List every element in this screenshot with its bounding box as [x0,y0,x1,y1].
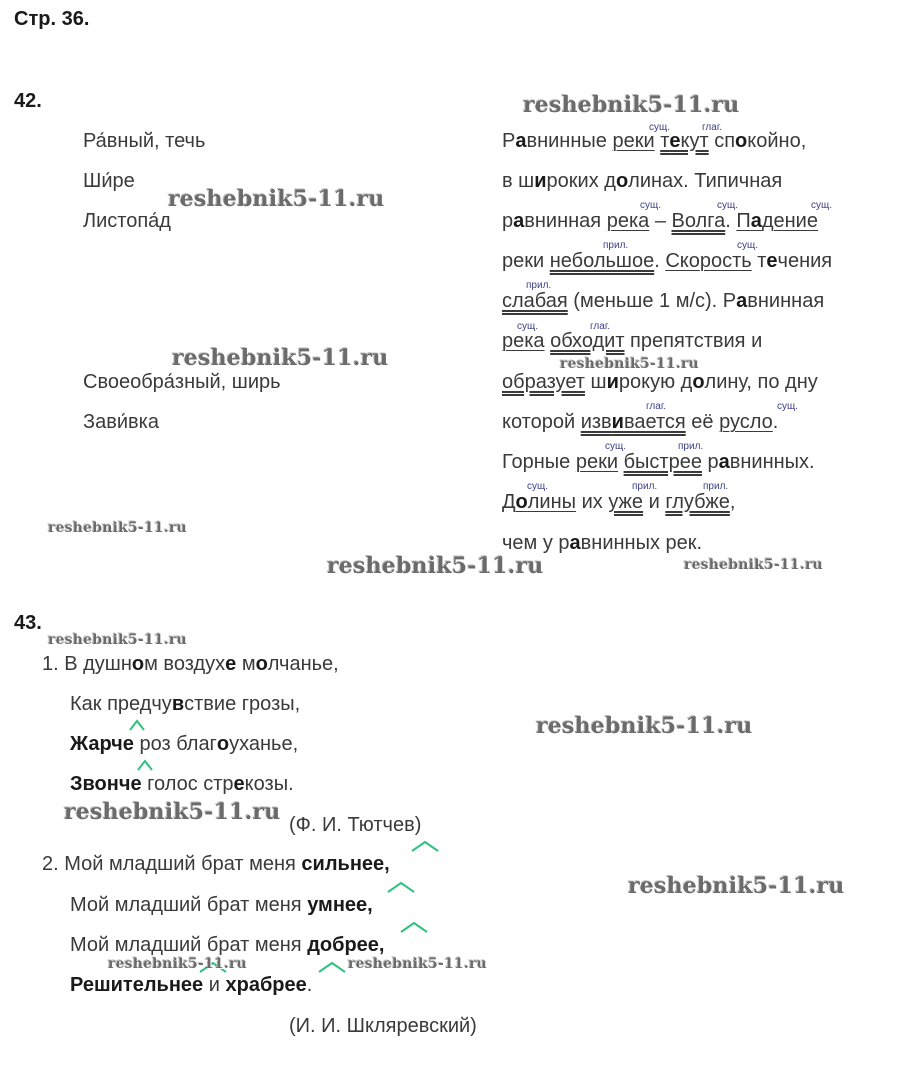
pos-tag-noun: сущ. [640,200,662,211]
ex42-left-word-2: Ши́ре [83,170,135,192]
pos-tag-adj: прил. [632,481,658,492]
pos-tag-adj: прил. [603,240,629,251]
watermark: reshebnik5-11.ru [560,356,699,372]
suffix-caret-icon [410,839,440,853]
poem2-line-1: 2. Мой младший брат меня сильнее, [42,853,390,875]
ex42-left-word-4: Своеобра́зный, ширь [83,371,281,393]
watermark: reshebnik5-11.ru [172,345,389,371]
ex42-right-line-5: слабая (меньше 1 м/с). Равнинная [502,290,825,312]
exercise-43-number: 43. [14,612,42,634]
poem1-author: (Ф. И. Тютчев) [289,814,422,836]
suffix-caret-icon [399,920,429,934]
watermark: reshebnik5-11.ru [327,553,544,579]
pos-tag-noun: сущ. [605,441,627,452]
pos-tag-verb: глаг. [590,321,611,332]
poem1-line-2: Как предчувствие грозы, [70,693,301,715]
ex42-right-line-11: чем у равнинных рек. [502,532,703,554]
poem1-line-1: 1. В душном воздухе молчанье, [42,653,339,675]
pos-tag-noun: сущ. [737,240,759,251]
watermark: reshebnik5-11.ru [684,557,823,573]
pos-tag-adj: прил. [678,441,704,452]
pos-tag-noun: сущ. [811,200,833,211]
ex42-left-word-5: Зави́вка [83,411,159,433]
pos-tag-verb: глаг. [702,122,723,133]
ex42-right-line-8: которой извивается её русло. [502,411,779,433]
pos-tag-adj: прил. [703,481,729,492]
pos-tag-noun: сущ. [717,200,739,211]
ex42-right-line-10: Долины их уже и глубже, [502,491,736,513]
poem1-line-4: Звонче голос стрекозы. [70,773,294,795]
pos-tag-adj: прил. [526,280,552,291]
pos-tag-noun: сущ. [517,321,539,332]
ex42-right-line-4: реки небольшое. Скорость течения [502,250,833,272]
ex42-right-line-6: река обходит препятствия и [502,330,763,352]
pos-tag-noun: сущ. [777,401,799,412]
suffix-caret-icon [317,960,347,974]
ex42-right-line-2: в широких долинах. Типичная [502,170,783,192]
poem1-line-3: Жарче роз благоуханье, [70,733,299,755]
suffix-caret-icon [386,880,416,894]
watermark: reshebnik5-11.ru [48,632,187,648]
ex42-right-line-7: образует широкую долину, по дну [502,371,818,393]
watermark: reshebnik5-11.ru [168,186,385,212]
exercise-42-number: 42. [14,90,42,112]
ex42-left-word-3: Листопа́д [83,210,171,232]
poem2-line-3: Мой младший брат меня добрее, [70,934,385,956]
ex42-right-line-9: Горные реки быстрее равнинных. [502,451,815,473]
poem2-line-2: Мой младший брат меня умнее, [70,894,373,916]
pos-tag-noun: сущ. [649,122,671,133]
watermark: reshebnik5-11.ru [48,520,187,536]
watermark: reshebnik5-11.ru [64,799,281,825]
watermark: reshebnik5-11.ru [628,873,845,899]
suffix-caret-icon [128,718,146,732]
poem2-line-4: Решительнее и храбрее. [70,974,313,996]
ex42-right-line-3: равнинная река – Волга. Падение [502,210,818,232]
watermark: reshebnik5-11.ru [348,956,487,972]
suffix-caret-icon [136,758,154,772]
poem2-author: (И. И. Шкляревский) [289,1015,477,1037]
watermark: reshebnik5-11.ru [108,956,247,972]
pos-tag-noun: сущ. [527,481,549,492]
watermark: reshebnik5-11.ru [523,92,740,118]
watermark: reshebnik5-11.ru [536,713,753,739]
page-label: Стр. 36. [14,8,90,30]
pos-tag-verb: глаг. [646,401,667,412]
ex42-left-word-1: Ра́вный, течь [83,130,206,152]
ex42-right-line-1: Равнинные реки текут спокойно, [502,130,807,152]
